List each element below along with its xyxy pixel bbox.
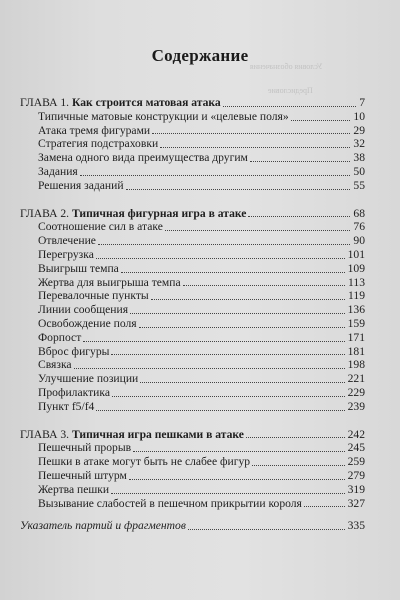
chapter-1-page: 7 <box>359 96 365 109</box>
toc-entry[interactable]: Перевалочные пункты 119 <box>38 289 365 303</box>
chapter-3-label: ГЛАВА 3. Типичная игра пешками в атаке <box>20 427 244 441</box>
chapter-1-label: ГЛАВА 1. Как строится матовая атака <box>20 96 221 109</box>
chapter-2-label: ГЛАВА 2. Типичная фигурная игра в атаке <box>20 206 247 220</box>
toc-entry[interactable]: Вызывание слабостей в пешечном прикрытии короля 327 <box>38 496 365 510</box>
toc-entry[interactable]: Форпост 171 <box>38 330 365 344</box>
chapter-2-row[interactable] <box>20 206 365 221</box>
toc-entry[interactable]: Отвлечение 90 <box>38 234 365 248</box>
toc-entry[interactable]: Освобождение поля 159 <box>38 316 365 330</box>
toc-entry[interactable]: Вброс фигуры 181 <box>38 344 365 358</box>
chapter-2-page: 68 <box>353 206 365 220</box>
toc-entry[interactable]: Связка 198 <box>38 358 365 372</box>
toc-entry[interactable]: Стратегия подстраховки 32 <box>38 137 365 151</box>
toc-entry[interactable]: Перегрузка 101 <box>38 247 365 261</box>
toc-entry[interactable]: Пешки в атаке могут быть не слабее фигур 259 <box>38 455 365 469</box>
bleed-through-text: Предисловие <box>268 86 313 95</box>
chapter-3-page: 242 <box>347 427 365 441</box>
toc-entry[interactable]: Атака тремя фигурами 29 <box>38 123 365 137</box>
chapter-3-row[interactable] <box>20 427 365 442</box>
toc-entry[interactable]: Замена одного вида преимущества другим 38 <box>38 151 365 165</box>
page-title: Содержание <box>151 46 249 65</box>
toc-entry[interactable]: Задания 50 <box>38 164 365 178</box>
index-label: Указатель партий и фрагментов <box>20 519 186 533</box>
toc-entry[interactable]: Типичные матовые конструкции и «целевые поля» 10 <box>38 109 365 123</box>
toc-entry[interactable]: Линии сообщения 136 <box>38 303 365 317</box>
index-row[interactable] <box>20 519 365 533</box>
toc-entry[interactable]: Выигрыш темпа 109 <box>38 261 365 275</box>
chapter-1-row[interactable] <box>20 96 365 110</box>
bleed-through-text: Условия обозначения <box>250 62 323 71</box>
toc-entry[interactable]: Жертва для выигрыша темпа 113 <box>38 275 365 289</box>
toc-entry[interactable]: Решения заданий 55 <box>38 178 365 192</box>
toc-entry[interactable]: Пункт f5/f4 239 <box>38 399 365 413</box>
toc-entry[interactable]: Пешечный штурм 279 <box>38 468 365 482</box>
table-of-contents <box>20 96 365 533</box>
toc-entry[interactable]: Улучшение позиции 221 <box>38 372 365 386</box>
toc-entry[interactable]: Профилактика 229 <box>38 385 365 399</box>
toc-entry[interactable]: Соотношение сил в атаке 76 <box>38 220 365 234</box>
toc-entry[interactable]: Пешечный прорыв 245 <box>38 441 365 455</box>
toc-entry[interactable]: Жертва пешки 319 <box>38 482 365 496</box>
index-page: 335 <box>347 519 365 533</box>
